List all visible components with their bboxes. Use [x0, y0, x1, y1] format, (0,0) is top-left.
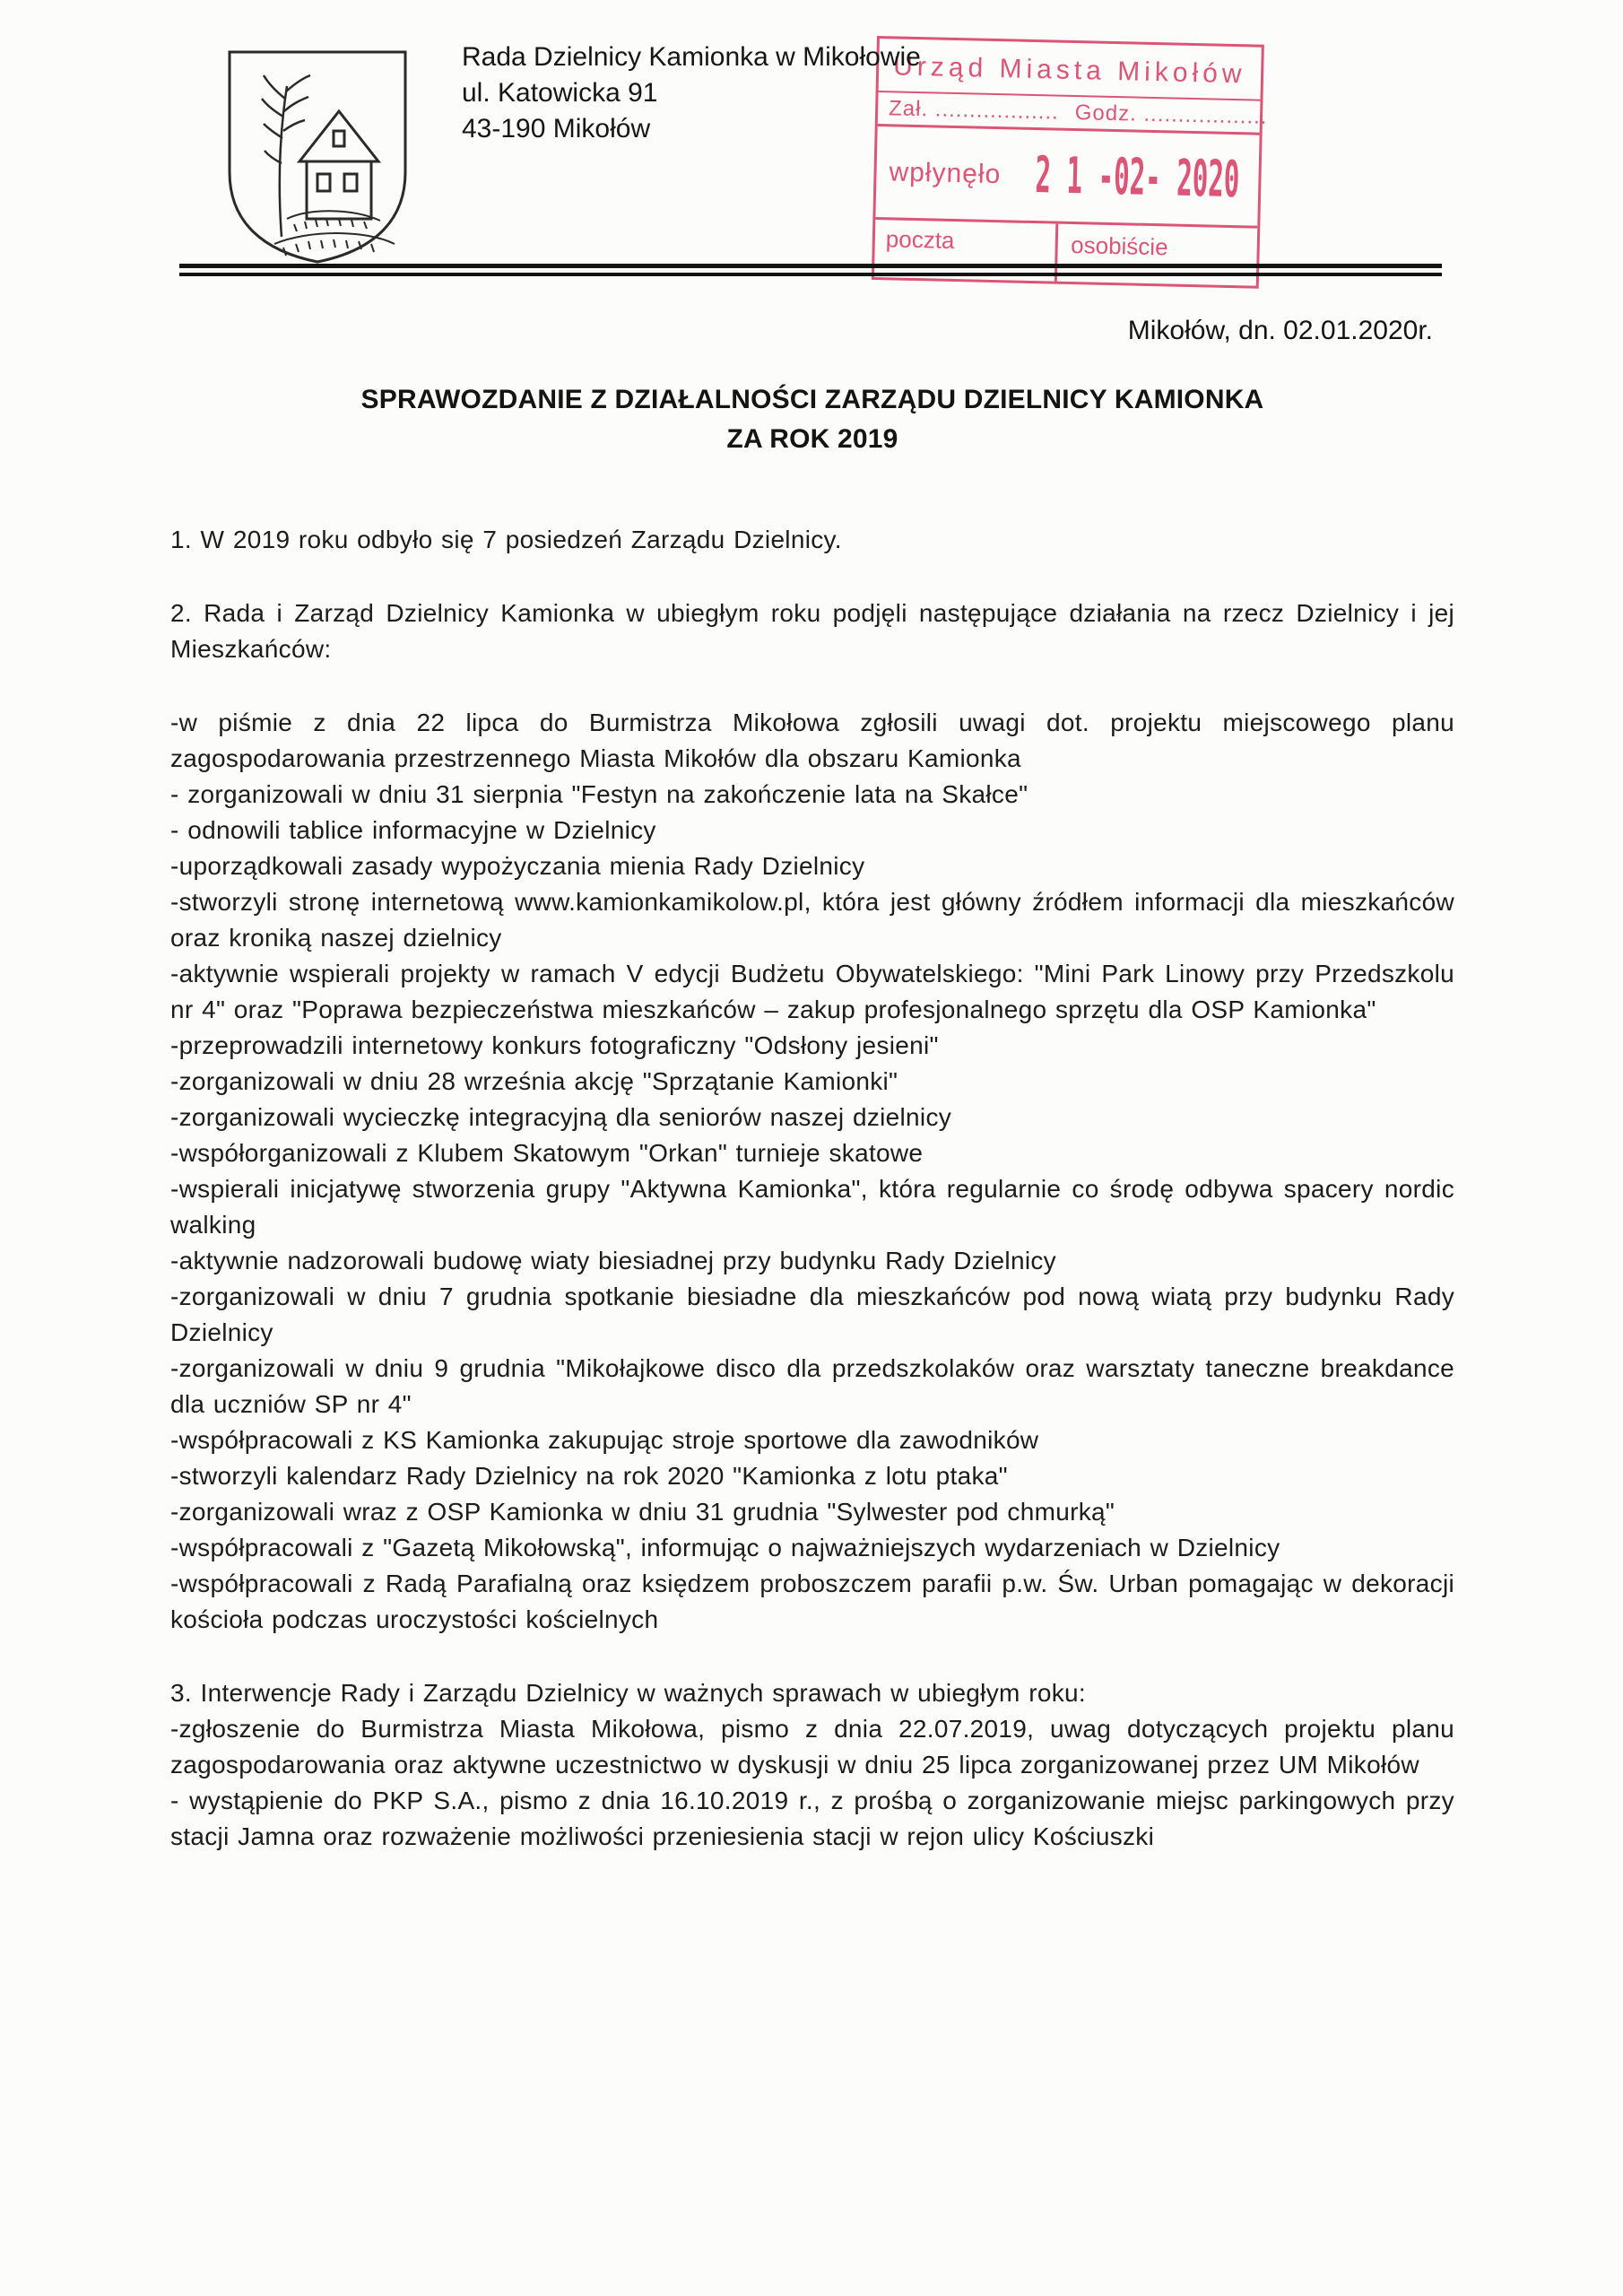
kamionka-coat-of-arms — [222, 45, 412, 269]
body-paragraph: -stworzyli stronę internetową www.kamionkamikolow.pl, która jest główny źródłem informacji dla mieszkańców oraz kroniką naszej dzielnicy — [170, 888, 1454, 952]
received-stamp — [872, 36, 1268, 289]
body-paragraph: - odnowili tablice informacyjne w Dzielnicy — [170, 816, 656, 844]
body-paragraph: -zorganizowali wraz z OSP Kamionka w dniu 31 grudnia "Sylwester pod chmurką" — [170, 1498, 1115, 1526]
house — [299, 111, 378, 219]
sender-city: 43-190 Mikołów — [462, 114, 651, 144]
stamp-mail-cell: poczta — [874, 220, 1059, 282]
header-double-rule — [179, 264, 1442, 276]
place-date-line: Mikołów, dn. 02.01.2020r. — [1127, 316, 1433, 345]
body-paragraph: -współpracowali z Radą Parafialną oraz księdzem proboszczem parafii p.w. Św. Urban pomagając w dekoracji kościoła podczas uroczystości kościelnych — [170, 1570, 1454, 1633]
document-title — [170, 380, 1454, 459]
body-paragraph: 2. Rada i Zarząd Dzielnicy Kamionka w ubiegłym roku podjęli następujące działania na rzecz Dzielnicy i jej Mieszkańców: — [170, 599, 1454, 663]
sender-street: ul. Katowicka 91 — [462, 78, 658, 108]
stamp-in-person-cell: osobiście — [1070, 230, 1168, 261]
body-paragraph: -zorganizowali w dniu 28 września akcję "Sprzątanie Kamionki" — [170, 1067, 898, 1095]
sender-name: Rada Dzielnicy Kamionka w Mikołowie — [462, 42, 921, 72]
stamp-received-row — [875, 126, 1259, 229]
stamp-received-label: wpłynęło — [889, 156, 1002, 189]
body-paragraph: -uporządkowali zasady wypożyczania mienia Rady Dzielnicy — [170, 852, 865, 880]
stamp-received-date: 2 1 -02- 2020 — [1034, 146, 1240, 210]
body-paragraph: -współpracowali z KS Kamionka zakupując stroje sportowe dla zawodników — [170, 1426, 1039, 1454]
body-paragraph: -aktywnie nadzorowali budowę wiaty biesiadnej przy budynku Rady Dzielnicy — [170, 1247, 1056, 1274]
body-paragraph: -stworzyli kalendarz Rady Dzielnicy na rok 2020 "Kamionka z lotu ptaka" — [170, 1462, 1008, 1490]
body-paragraph: -zorganizowali w dniu 7 grudnia spotkanie biesiadne dla mieszkańców pod nową wiatą przy budynku Rady Dzielnicy — [170, 1283, 1454, 1346]
document-title-line1: SPRAWOZDANIE Z DZIAŁALNOŚCI ZARZĄDU DZIELNICY KAMIONKA — [360, 385, 1264, 414]
body-paragraph: -przeprowadzili internetowy konkurs fotograficzny "Odsłony jesieni" — [170, 1031, 939, 1059]
stamp-attachments-label: Zał. .................. — [888, 96, 1060, 125]
body-paragraph: -współpracowali z "Gazetą Mikołowską", informując o najważniejszych wydarzeniach w Dzielnicy — [170, 1534, 1280, 1561]
body-paragraph: 3. Interwencje Rady i Zarządu Dzielnicy w ważnych sprawach w ubiegłym roku: — [170, 1679, 1086, 1707]
body-paragraph: -wspierali inicjatywę stworzenia grupy "Aktywna Kamionka", która regularnie co środę odbywa spacery nordic walking — [170, 1175, 1454, 1239]
sender-address-block — [462, 39, 921, 147]
body-paragraph: -zorganizowali w dniu 9 grudnia "Mikołajkowe disco dla przedszkolaków oraz warsztaty taneczne breakdance dla uczniów SP nr 4" — [170, 1354, 1454, 1418]
body-paragraph: -współorganizowali z Klubem Skatowym "Orkan" turnieje skatowe — [170, 1139, 924, 1167]
body-paragraph: -zorganizowali wycieczkę integracyjną dla seniorów naszej dzielnicy — [170, 1103, 952, 1131]
stamp-time-label: Godz. .................. — [1074, 100, 1268, 129]
stamp-office-name: Urząd Miasta Mikołów — [879, 39, 1262, 101]
body-paragraph: - wystąpienie do PKP S.A., pismo z dnia 16.10.2019 r., z prośbą o zorganizowanie miejsc parkingowych przy stacji Jamna oraz rozważenie możliwości przeniesienia stacji w rejon ulicy Kościuszki — [170, 1787, 1454, 1850]
document-body — [170, 522, 1454, 1855]
body-paragraph: - zorganizowali w dniu 31 sierpnia "Festyn na zakończenie lata na Skałce" — [170, 780, 1028, 808]
body-paragraph: -zgłoszenie do Burmistrza Miasta Mikołowa, pismo z dnia 22.07.2019, uwag dotyczących projektu planu zagospodarowania oraz aktywne uczestnictwo w dyskusji w dniu 25 lipca zorganizowanej przez UM Mikołów — [170, 1715, 1454, 1779]
shield-outline — [230, 52, 405, 262]
document-title-line2: ZA ROK 2019 — [726, 424, 898, 454]
body-paragraph: -aktywnie wspierali projekty w ramach V edycji Budżetu Obywatelskiego: "Mini Park Linowy przy Przedszkolu nr 4" oraz "Poprawa bezpieczeństwa mieszkańców – zakup profesjonalnego sprzętu dla OSP Kamionka" — [170, 960, 1454, 1023]
body-paragraph: -w piśmie z dnia 22 lipca do Burmistrza Mikołowa zgłosili uwagi dot. projektu miejscowego planu zagospodarowania przestrzennego Miasta Mikołów dla obszaru Kamionka — [170, 709, 1454, 772]
body-paragraph: 1. W 2019 roku odbyło się 7 posiedzeń Zarządu Dzielnicy. — [170, 526, 842, 553]
